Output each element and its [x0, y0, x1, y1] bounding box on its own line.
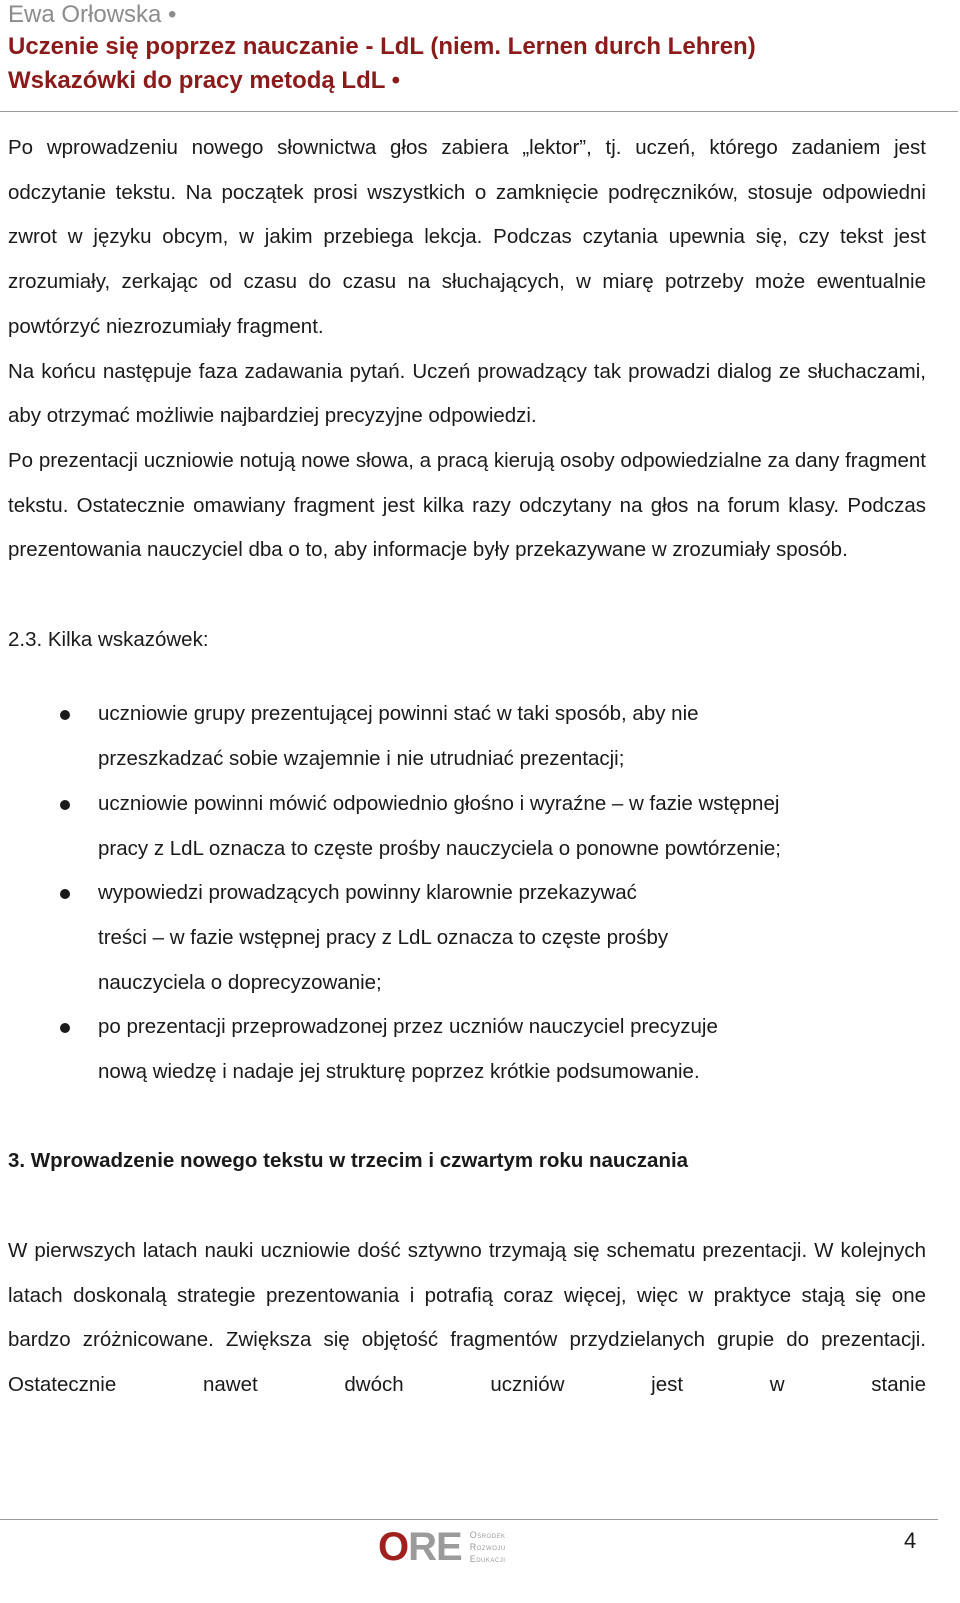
- page-number: 4: [904, 1528, 917, 1553]
- list-item-line: przeszkadzać sobie wzajemnie i nie utrudniać prezentacji;: [98, 747, 625, 771]
- list-item-line: wypowiedzi prowadzących powinny klarownie przekazywać: [98, 881, 637, 905]
- spacer: [8, 573, 926, 618]
- bullet-icon: [60, 800, 70, 810]
- list-item-line: uczniowie grupy prezentującej powinni stać w taki sposób, aby nie: [98, 702, 699, 726]
- list-item-line: nauczyciela o doprecyzowanie;: [98, 970, 382, 994]
- logo-re: RE: [408, 1525, 462, 1569]
- page-content: [8, 126, 926, 1408]
- paragraph-lektor: Po wprowadzeniu nowego słownictwa głos zabiera „lektor”, tj. uczeń, którego zadaniem jest odczytanie tekstu. Na początek prosi wszystkich o zamknięcie podręczników, stosuje odpowiedni zwrot w języku obcym, w jakim przebiega lekcja. Podczas czytania upewnia się, czy tekst jest zrozumiały, zerkając od czasu do czasu na słuchających, w miarę potrzeby może ewentualnie powtórzyć niezrozumiały fragment.: [8, 136, 926, 338]
- spacer: [8, 1184, 926, 1229]
- list-item: [8, 1005, 926, 1094]
- tips-list: [8, 692, 926, 1094]
- logo-line: Ośrodek: [469, 1530, 506, 1540]
- list-item: [8, 692, 926, 781]
- section-heading: 3. Wprowadzenie nowego tekstu w trzecim i czwartym roku nauczania: [8, 1149, 689, 1173]
- logo-line: Edukacji: [469, 1554, 506, 1564]
- header-divider: [0, 111, 958, 112]
- logo-mark: [378, 1525, 462, 1569]
- list-item: [8, 871, 926, 1005]
- logo-line: Rozwoju: [469, 1542, 506, 1552]
- paragraph-later-years: W pierwszych latach nauki uczniowie dość sztywno trzymają się schematu prezentacji. W kolejnych latach doskonalą strategie prezentowania i potrafią coraz więcej, więc w praktyce stają się one bardzo zróżnicowane. Zwiększa się objętość fragmentów przydzielanych grupie do prezentacji. Ostatecznie nawet dwóch uczniów jest w stanie: [8, 1238, 926, 1396]
- spacer: [8, 1095, 926, 1140]
- page-header: [8, 0, 948, 98]
- ore-logo: [378, 1525, 506, 1569]
- paragraph-presentation: Po prezentacji uczniowie notują nowe słowa, a pracą kierują osoby odpowiedzialne za dany fragment tekstu. Ostatecznie omawiany fragment jest kilka razy odczytany na głos na forum klasy. Podczas prezentowania nauczyciel dba o to, aby informacje były przekazywane w zrozumiały sposób.: [8, 448, 926, 562]
- list-item-line: pracy z LdL oznacza to częste prośby nauczyciela o ponowne powtórzenie;: [98, 836, 781, 860]
- document-subtitle: Wskazówki do pracy metodą LdL •: [8, 67, 401, 94]
- document-title: Uczenie się poprzez nauczanie - LdL (niem. Lernen durch Lehren): [8, 33, 756, 60]
- logo-o: O: [378, 1525, 409, 1569]
- list-item-line: po prezentacji przeprowadzonej przez uczniów nauczyciel precyzuje: [98, 1015, 718, 1039]
- section-label: 2.3. Kilka wskazówek:: [8, 627, 209, 651]
- list-item: [8, 782, 926, 871]
- bullet-icon: [60, 1023, 70, 1033]
- bullet-icon: [60, 710, 70, 720]
- author-line: Ewa Orłowska •: [8, 1, 177, 28]
- footer-divider: [0, 1519, 938, 1520]
- list-item-line: uczniowie powinni mówić odpowiednio głośno i wyraźne – w fazie wstępnej: [98, 791, 780, 815]
- spacer: [8, 662, 926, 692]
- paragraph-questions: Na końcu następuje faza zadawania pytań. Uczeń prowadzący tak prowadzi dialog ze słuchaczami, aby otrzymać możliwie najbardziej precyzyjne odpowiedzi.: [8, 359, 926, 428]
- logo-text: [470, 1529, 506, 1565]
- list-item-line: nową wiedzę i nadaje jej strukturę poprzez krótkie podsumowanie.: [98, 1060, 700, 1084]
- list-item-line: treści – w fazie wstępnej pracy z LdL oznacza to częste prośby: [98, 925, 669, 949]
- bullet-icon: [60, 889, 70, 899]
